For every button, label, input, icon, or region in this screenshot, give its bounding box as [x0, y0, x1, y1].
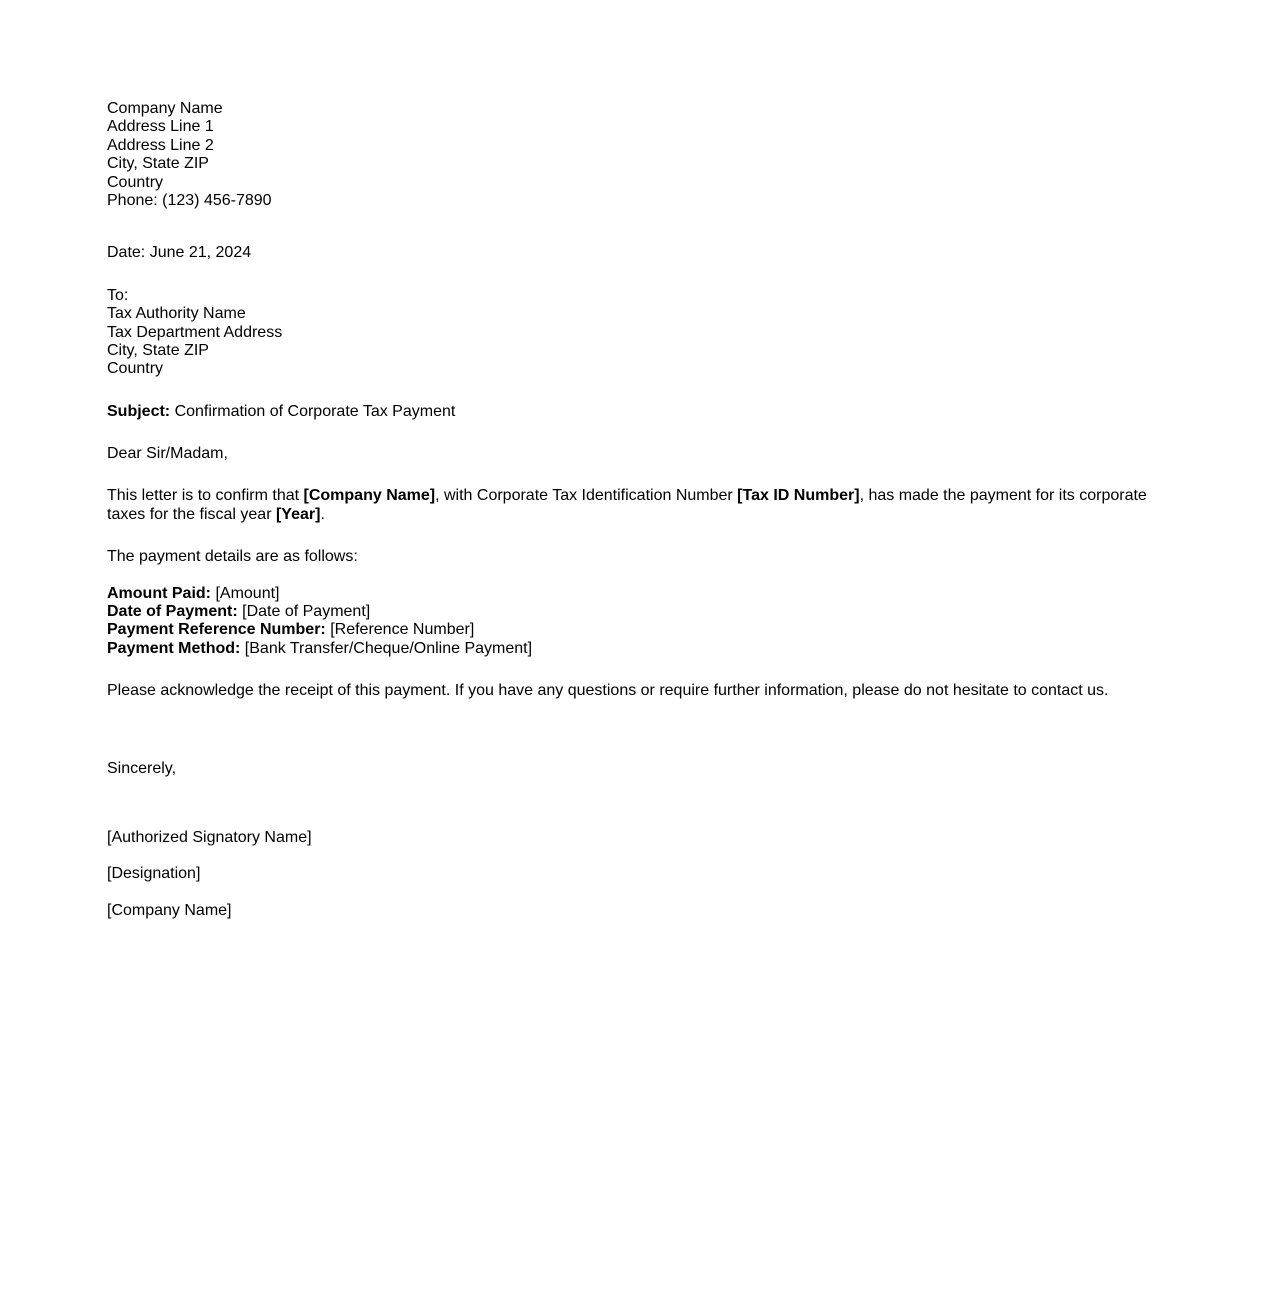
subject-text: Confirmation of Corporate Tax Payment	[174, 402, 456, 420]
body-text-3: , has made the payment for its corporate taxes for the fiscal year	[107, 487, 1147, 523]
amount-paid-value: [Amount]	[215, 584, 280, 602]
sender-phone: Phone: (123) 456-7890	[107, 191, 272, 209]
sender-address-line-2: Address Line 2	[107, 136, 214, 154]
recipient-authority-name: Tax Authority Name	[107, 305, 246, 323]
subject-line	[107, 403, 1157, 421]
recipient-country: Country	[107, 360, 164, 378]
recipient-department-address: Tax Department Address	[107, 323, 283, 341]
recipient-address-block	[107, 287, 1157, 379]
sender-address-block	[107, 100, 1157, 210]
year-placeholder: [Year]	[275, 505, 321, 523]
date-of-payment-label: Date of Payment:	[107, 603, 238, 621]
payment-method-label: Payment Method:	[107, 639, 241, 657]
body-text-1: This letter is to confirm that	[107, 487, 304, 505]
subject-label: Subject:	[107, 402, 171, 420]
sender-country: Country	[107, 173, 164, 191]
recipient-to-label: To:	[107, 286, 129, 304]
body-text-2: , with Corporate Tax Identification Number	[435, 487, 738, 505]
amount-paid-label: Amount Paid:	[107, 584, 211, 602]
signatory-company: [Company Name]	[107, 901, 232, 919]
payment-reference-label: Payment Reference Number:	[107, 621, 326, 639]
payment-reference-value: [Reference Number]	[330, 621, 475, 639]
sender-city-state-zip: City, State ZIP	[107, 155, 209, 173]
payment-method-value: [Bank Transfer/Cheque/Online Payment]	[244, 639, 533, 657]
payment-details-block	[107, 585, 1157, 659]
date-line: Date: June 21, 2024	[107, 244, 252, 262]
body-text-4: .	[320, 505, 325, 523]
salutation: Dear Sir/Madam,	[107, 445, 228, 463]
company-name-placeholder: [Company Name]	[303, 487, 436, 505]
sender-company-name: Company Name	[107, 100, 223, 117]
recipient-city-state-zip: City, State ZIP	[107, 341, 209, 359]
body-paragraph	[107, 487, 1157, 524]
signatory-name: [Authorized Signatory Name]	[107, 828, 312, 846]
tax-payment-confirmation-letter	[107, 100, 1157, 920]
signatory-designation: [Designation]	[107, 865, 201, 883]
payment-details-intro: The payment details are as follows:	[107, 548, 358, 566]
closing-line: Sincerely,	[107, 759, 177, 777]
sender-address-line-1: Address Line 1	[107, 118, 214, 136]
date-of-payment-value: [Date of Payment]	[242, 603, 371, 621]
tax-id-placeholder: [Tax ID Number]	[737, 487, 860, 505]
acknowledgement-paragraph: Please acknowledge the receipt of this payment. If you have any questions or require further information, please do not hesitate to contact us.	[107, 682, 1109, 700]
